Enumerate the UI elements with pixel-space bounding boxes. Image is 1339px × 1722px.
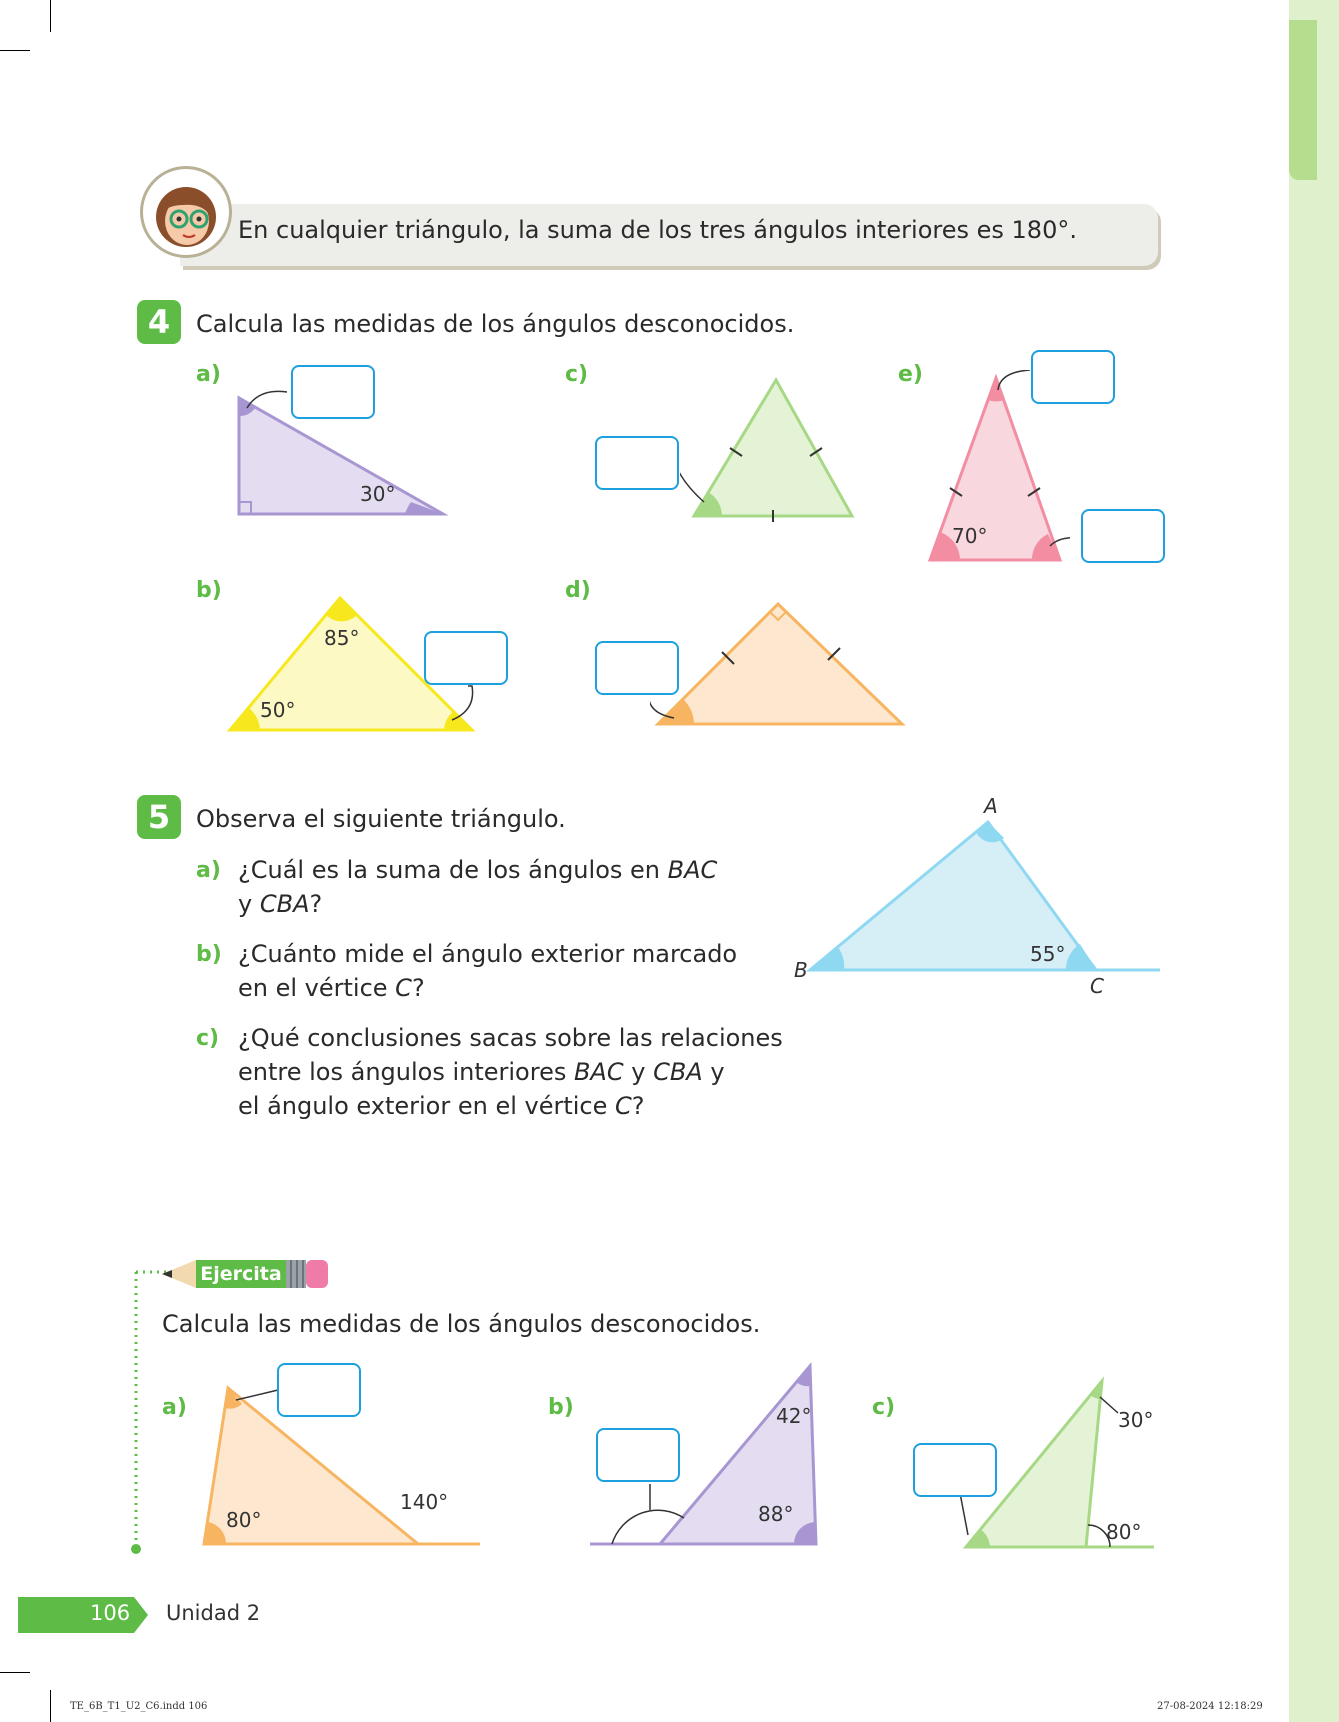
answer-box[interactable] [596, 1428, 680, 1482]
exercise-statement: Calcula las medidas de los ángulos desconocidos. [196, 310, 795, 338]
page-number: 106 [90, 1601, 131, 1625]
item-label: e) [898, 362, 923, 387]
crop-mark [50, 0, 51, 32]
item-label: c) [872, 1395, 896, 1420]
crop-mark [0, 50, 30, 51]
given-angle: 88° [758, 1502, 794, 1526]
vertex-label: C [1090, 974, 1104, 998]
answer-box[interactable] [424, 631, 508, 685]
triangle-figure [650, 596, 910, 731]
given-angle: 30° [360, 482, 396, 506]
answer-box[interactable] [595, 436, 679, 490]
exercise-statement: Calcula las medidas de los ángulos desconocidos. [162, 1310, 761, 1338]
teacher-avatar-icon [140, 166, 232, 258]
item-label: b) [196, 578, 222, 603]
crop-mark [0, 1672, 30, 1673]
ejercita-tag: Ejercita [196, 1260, 286, 1288]
timestamp-slug: 27-08-2024 12:18:29 [1157, 1701, 1263, 1712]
given-angle: 70° [952, 524, 988, 548]
given-angle: 55° [1030, 942, 1066, 966]
given-angle: 80° [226, 1508, 262, 1532]
exercise-statement: Observa el siguiente triángulo. [196, 805, 566, 833]
question-text: ¿Cuál es la suma de los ángulos en BAC y CBA? [238, 856, 718, 918]
given-angle: 80° [1106, 1520, 1142, 1544]
triangle-figure [680, 370, 860, 525]
side-margin-band [1289, 0, 1339, 1722]
vertex-label: A [984, 794, 998, 818]
answer-box[interactable] [1081, 509, 1165, 563]
vertex-label: B [794, 958, 808, 982]
question-text: ¿Qué conclusiones sacas sobre las relaciones entre los ángulos interiores BAC y CBA y el ángulo exterior en el vértice C? [238, 1024, 783, 1120]
item-label: b) [548, 1395, 574, 1420]
given-angle: 42° [776, 1404, 812, 1428]
answer-box[interactable] [1031, 350, 1115, 404]
item-label: c) [565, 362, 589, 387]
page-number-tab-arrow [134, 1597, 148, 1633]
exercise-number-badge: 4 [137, 300, 181, 344]
question-label: c) [196, 1026, 220, 1051]
answer-box[interactable] [291, 365, 375, 419]
given-angle: 85° [324, 626, 360, 650]
answer-box[interactable] [277, 1363, 361, 1417]
triangle-abc-figure [800, 810, 1165, 980]
exercise-number-badge: 5 [137, 795, 181, 839]
unit-label: Unidad 2 [166, 1601, 261, 1625]
item-label: a) [162, 1395, 187, 1420]
file-slug: TE_6B_T1_U2_C6.indd 106 [70, 1701, 208, 1712]
question-text: ¿Cuánto mide el ángulo exterior marcado en el vértice C? [238, 940, 738, 1002]
tip-text: En cualquier triángulo, la suma de los tres ángulos interiores es 180°. [238, 216, 1077, 244]
side-margin-tab [1289, 20, 1317, 180]
question-label: b) [196, 942, 222, 967]
given-angle: 30° [1118, 1408, 1154, 1432]
question-label: a) [196, 858, 221, 883]
given-angle: 140° [400, 1490, 449, 1514]
answer-box[interactable] [595, 641, 679, 695]
given-angle: 50° [260, 698, 296, 722]
item-label: d) [565, 578, 591, 603]
answer-box[interactable] [913, 1443, 997, 1497]
crop-mark [50, 1690, 51, 1722]
item-label: a) [196, 362, 221, 387]
